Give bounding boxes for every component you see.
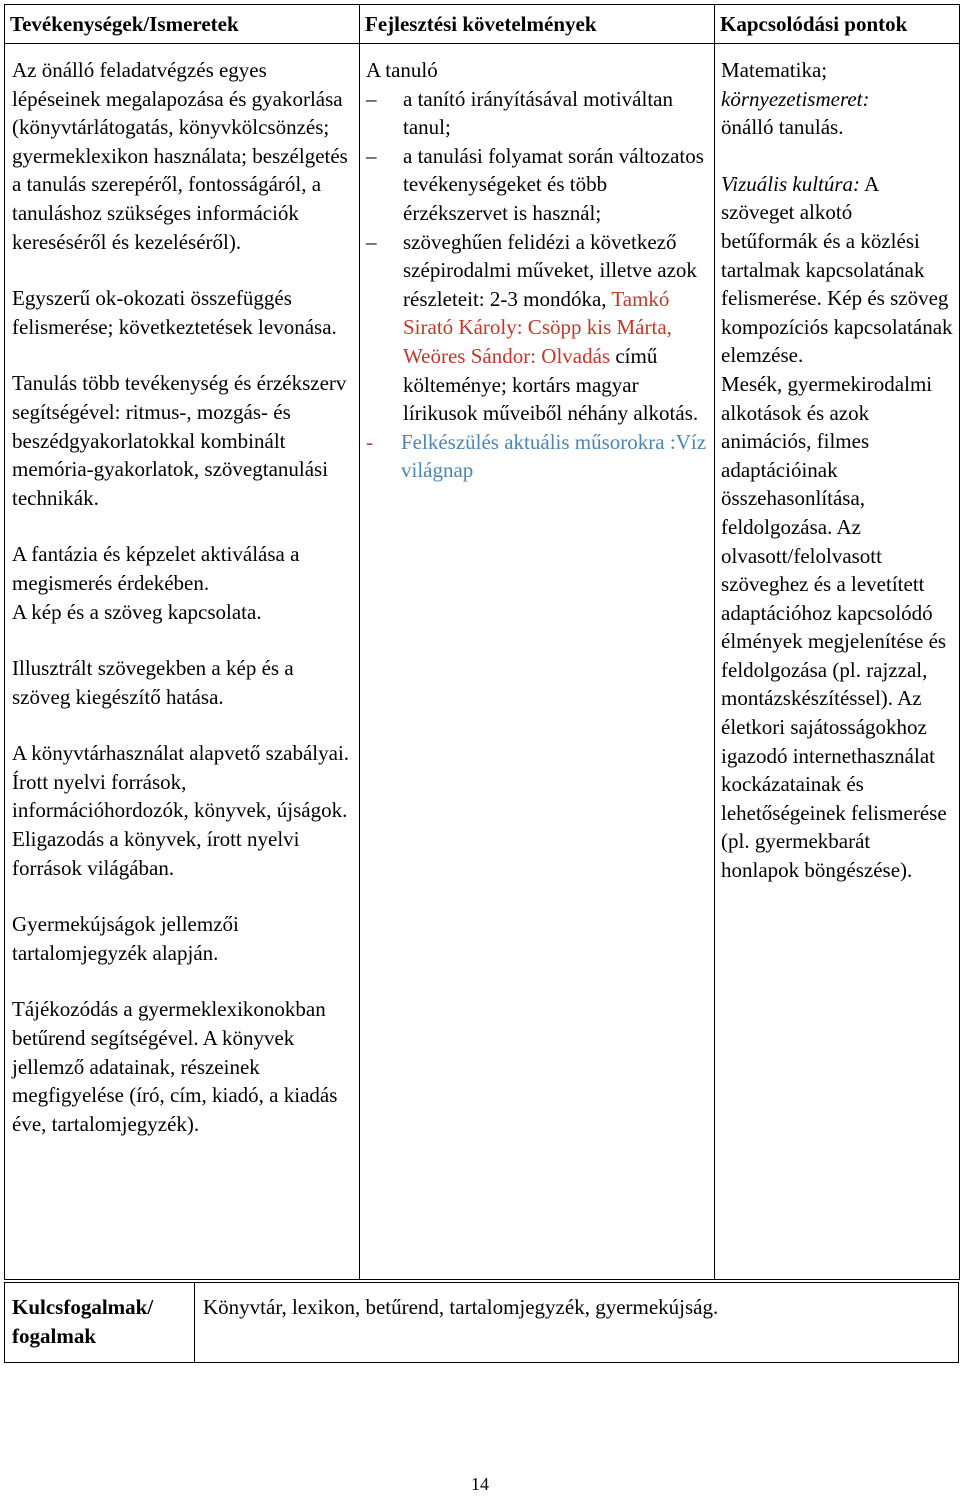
content-row [5, 44, 960, 1280]
connection-text: A szöveget alkotó betűformák és a közlési tartalmak kapcsolatának felismerése. Kép és szöveg kompozíciós kapcsolatának elemzése. [721, 171, 953, 368]
activity-paragraph: Illusztrált szövegekben a kép és a szöveg kiegészítő hatása. [12, 656, 294, 709]
connection-text: Matematika; [721, 58, 828, 82]
poem-titles: Tamkó Sirató Károly: Csöpp kis Márta, Weöres Sándor: Olvadás [403, 286, 672, 368]
header-activities: Tevékenységek/Ismeretek [5, 5, 360, 44]
connection-subject: Vizuális kultúra: [721, 171, 861, 196]
connection-paragraph [721, 56, 953, 142]
requirements-cell [360, 44, 715, 1280]
activity-paragraph: A fantázia és képzelet aktiválása a megismerés érdekében. [12, 542, 300, 595]
requirement-text: című költeménye; kortárs magyar lírikusok műveiből néhány alkotás. [403, 343, 699, 426]
header-connections: Kapcsolódási pontok [715, 5, 960, 44]
activity-paragraph: Az önálló feladatvégzés egyes lépéseinek megalapozása és gyakorlása (könyvtárlátogatás, könyvkölcsönzés; gyermeklexikon használata; beszélgetés a tanulás szerepéről, fontosságáról, a tanuláshoz szükséges információk kereséséről és kezeléséről). [12, 58, 348, 254]
requirement-item [366, 228, 708, 428]
dash-bullet: – [366, 229, 377, 254]
header-requirements: Fejlesztési követelmények [360, 5, 715, 44]
header-row [5, 5, 960, 44]
requirement-text: a tanító irányításával motiváltan tanul; [403, 86, 673, 140]
requirement-item [366, 142, 708, 228]
activity-paragraph: Gyermekújságok jellemzői tartalomjegyzék alapján. [12, 912, 239, 965]
key-label-line: Kulcsfogalmak/ [12, 1295, 154, 1319]
connection-paragraph: Mesék, gyermekirodalmi alkotások és azok animációs, filmes adaptációinak összehasonlítása, feldolgozása. Az olvasott/felolvasott szöveghez és a levetített adaptációhoz kapcsolódó élmények megjelenítése és feldolgozása (pl. rajzzal, montázskészítéssel). Az életkori sajátosságokhoz igazodó internethasználat kockázatainak és lehetőségeinek felismerése (pl. gyermekbarát honlapok böngészése). [721, 371, 947, 883]
dash-bullet: - [366, 429, 373, 454]
key-concepts-label [5, 1283, 195, 1363]
activity-paragraph: A könyvtárhasználat alapvető szabályai. Írott nyelvi források, információhordozók, könyvek, újságok. Eligazodás a könyvek, írott nyelvi források világában. [12, 741, 350, 880]
activities-cell [5, 44, 360, 1280]
connections-cell [715, 44, 960, 1280]
requirement-text: a tanulási folyamat során változatos tevékenységeket és több érzékszervet is használ; [403, 143, 704, 225]
dash-bullet: – [366, 143, 377, 168]
dash-bullet: – [366, 86, 377, 111]
requirements-intro: A tanuló [366, 58, 438, 82]
requirement-text: szöveghűen felidézi a következő szépirodalmi műveket, illetve azok részleteit: 2-3 mondóka, [403, 229, 697, 311]
curriculum-table [4, 4, 959, 1280]
activity-paragraph: Tanulás több tevékenység és érzékszerv segítségével: ritmus-, mozgás- és beszédgyakorlatokkal kombinált memória-gyakorlatok, szövegtanulási technikák. [12, 371, 347, 510]
page-number: 14 [471, 1474, 489, 1494]
requirement-item-highlight [366, 428, 708, 485]
connection-subject: környezetismeret: [721, 86, 870, 111]
connection-paragraph [721, 170, 953, 370]
key-label-line: fogalmak [12, 1323, 96, 1348]
key-concepts-table [4, 1282, 959, 1363]
requirement-text: Felkészülés aktuális műsorokra :Víz világnap [401, 429, 707, 483]
activity-paragraph: Tájékozódás a gyermeklexikonokban betűrend segítségével. A könyvek jellemző adatainak, részeinek megfigyelése (író, cím, kiadó, a kiadás éve, tartalomjegyzék). [12, 997, 338, 1136]
key-concepts-value: Könyvtár, lexikon, betűrend, tartalomjegyzék, gyermekújság. [195, 1283, 959, 1363]
activity-paragraph: A kép és a szöveg kapcsolata. [12, 599, 262, 624]
key-concepts-row [5, 1283, 959, 1363]
connection-text: önálló tanulás. [721, 115, 844, 140]
requirement-item [366, 85, 708, 142]
activity-paragraph: Egyszerű ok-okozati összefüggés felismerése; következtetések levonása. [12, 286, 337, 339]
